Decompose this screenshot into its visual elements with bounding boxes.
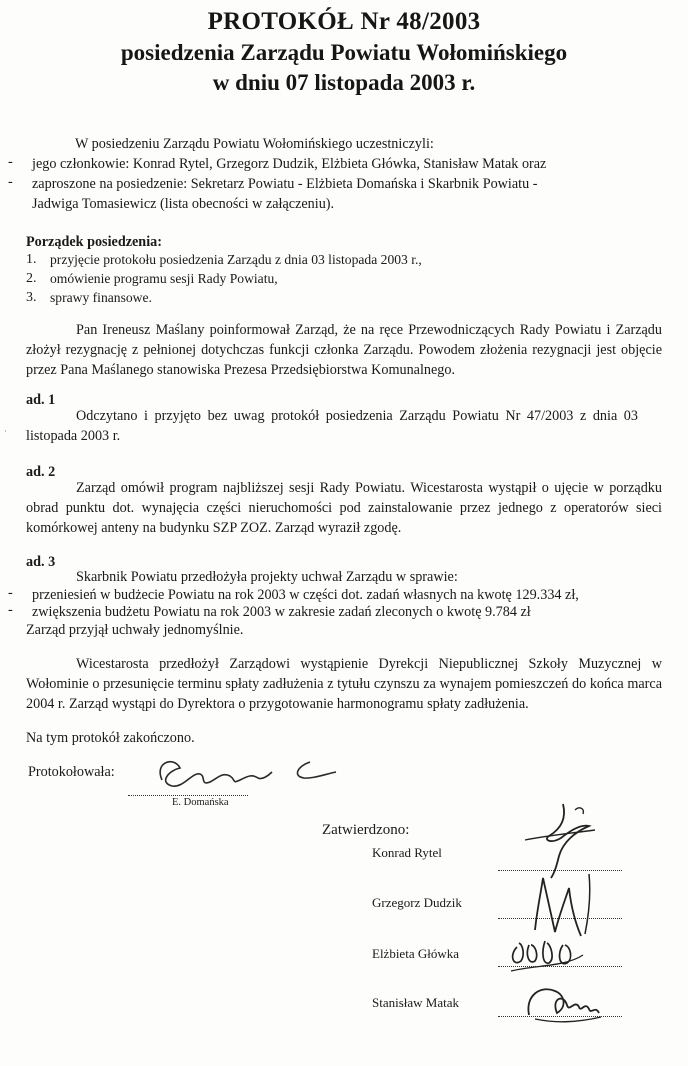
agenda-heading: Porządek posiedzenia: [26, 234, 162, 250]
signature-konrad-rytel [505, 800, 615, 880]
agenda-item: przyjęcie protokołu posiedzenia Zarządu z dnia 03 listopada 2003 r., [50, 252, 422, 267]
resignation-paragraph: Pan Ireneusz Maślany poinformował Zarząd, że na ręce Przewodniczących Rady Powiatu i Zarządu złożył rezygnację z pełnionej dotychczas funkcji członka Zarządu. Powodem złożenia rezygnacji jest objęcie przez Pana Maślanego stanowiska Prezesa Przedsiębiorstwa Komunalnego. [26, 322, 662, 378]
agenda-item-number: 2. [26, 271, 37, 286]
approval-label: Zatwierdzono: [322, 822, 410, 838]
document-title: PROTOKÓŁ Nr 48/2003 [207, 8, 481, 35]
bullet-dash: - [8, 154, 13, 170]
ad3-item1: przeniesień w budżecie Powiatu na rok 2003 w części dot. zadań własnych na kwotę 129.334 zł, [32, 587, 579, 603]
closing-line: Na tym protokół zakończono. [26, 730, 195, 746]
attendance-invited-line2: Jadwiga Tomasiewicz (lista obecności w załączeniu). [32, 196, 335, 212]
bullet-dash: - [8, 174, 13, 190]
signatory-name: Konrad Rytel [372, 845, 442, 860]
attendance-invited-line1: zaproszone na posiedzenie: Sekretarz Powiatu - Elżbieta Domańska i Skarbnik Powiatu - [32, 176, 538, 192]
signature-stanislaw-matak [505, 975, 615, 1035]
signatory-name: Stanisław Matak [372, 995, 460, 1010]
attendance-intro: W posiedzeniu Zarządu Powiatu Wołomińskiego uczestniczyli: [75, 136, 434, 152]
agenda-item-number: 1. [26, 252, 37, 267]
ad2-paragraph: Zarząd omówił program najbliższej sesji Rady Powiatu. Wicestarosta wystąpił o ujęcie w porządku obrad punktu dot. wynajęcia części nieruchomości pod zainstalowanie przez jednego z operatorów sieci komórkowej anteny na budynku SZP ZOZ. Zarząd wyraził zgodę. [26, 480, 662, 536]
school-paragraph: Wicestarosta przedłożył Zarządowi wystąpienie Dyrekcji Niepublicznej Szkoły Muzycznej w Wołominie o przesunięcie terminu spłaty zadłużenia z tytułu czynszu za wynajem pomieszczeń do końca marca 2004 r. Zarząd wystąpi do Dyrektora o przygotowanie harmonogramu spłaty zadłużenia. [26, 656, 662, 712]
document-date: w dniu 07 listopada 2003 r. [212, 70, 476, 95]
bullet-dash: - [8, 602, 13, 618]
ad2-heading: ad. 2 [26, 464, 56, 480]
ad3-intro: Skarbnik Powiatu przedłożyła projekty uchwał Zarządu w sprawie: [76, 569, 458, 585]
signatory-name: Grzegorz Dudzik [372, 895, 462, 910]
ad3-item2: zwiększenia budżetu Powiatu na rok 2003 w zakresie zadań zleconych o kwotę 9.784 zł [32, 604, 531, 620]
recorder-signature [140, 752, 340, 796]
ad1-heading: ad. 1 [26, 392, 56, 408]
attendance-members: jego członkowie: Konrad Rytel, Grzegorz Dudzik, Elżbieta Główka, Stanisław Matak oraz [32, 156, 547, 172]
scan-speck: · [4, 426, 7, 436]
bullet-dash: - [8, 585, 13, 601]
ad3-outro: Zarząd przyjął uchwały jednomyślnie. [26, 622, 244, 638]
ad1-paragraph: Odczytano i przyjęto bez uwag protokół posiedzenia Zarządu Powiatu Nr 47/2003 z dnia 03 listopada 2003 r. [26, 408, 638, 444]
recorder-label: Protokołowała: [28, 764, 115, 780]
agenda-item: omówienie programu sesji Rady Powiatu, [50, 271, 278, 286]
agenda-item: sprawy finansowe. [50, 290, 152, 305]
ad3-heading: ad. 3 [26, 554, 56, 570]
signatory-name: Elżbieta Główka [372, 946, 459, 961]
document-subtitle: posiedzenia Zarządu Powiatu Wołomińskiego [120, 40, 568, 65]
recorder-dotted-line [128, 795, 248, 796]
agenda-item-number: 3. [26, 290, 37, 305]
recorder-name: E. Domańska [172, 797, 229, 808]
